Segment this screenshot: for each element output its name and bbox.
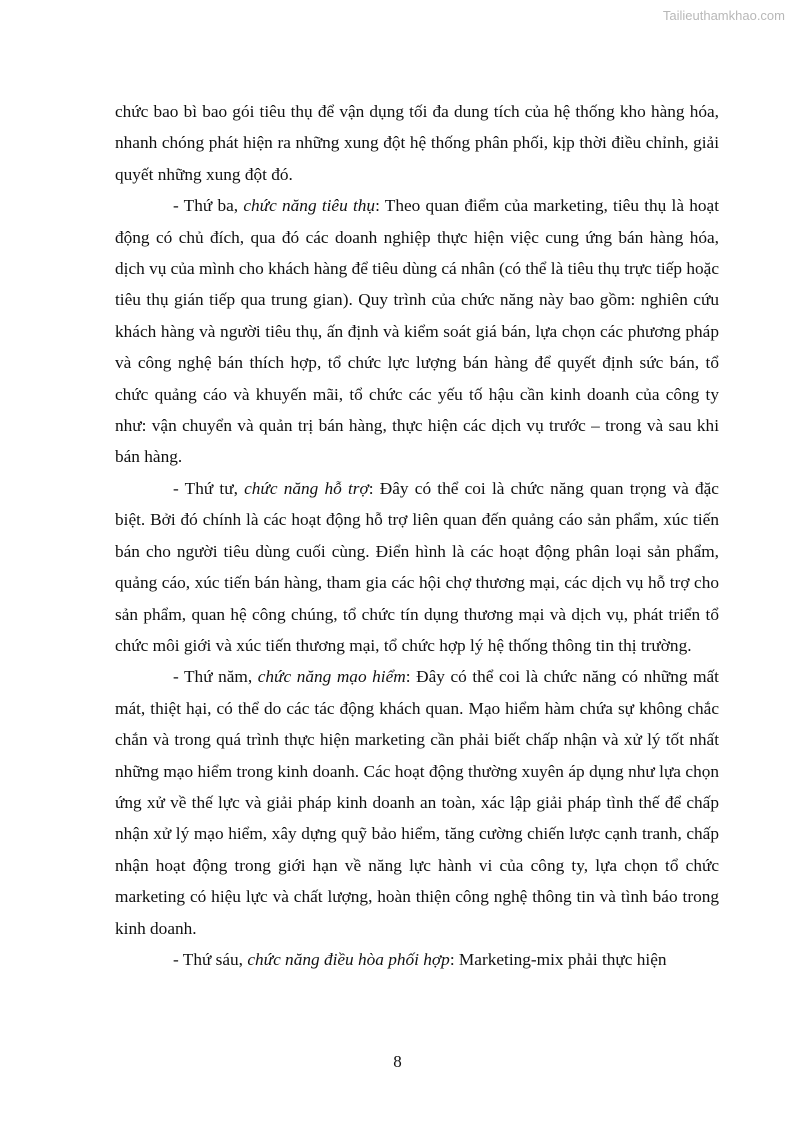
paragraph-continuation	[115, 96, 719, 190]
paragraph-sales-function	[115, 190, 719, 473]
paragraph-coordination-function	[115, 944, 719, 975]
watermark-text: Tailieuthamkhao.com	[662, 8, 785, 23]
item-lead: - Thứ năm,	[173, 667, 258, 687]
item-term: chức năng mạo hiểm	[257, 667, 406, 687]
paragraph-text: : Đây có thể coi là chức năng quan trọng và đặc biệt. Bởi đó chính là các hoạt động hỗ trợ liên quan đến quảng cáo sản phẩm, xúc tiến bán cho người tiêu dùng cuối cùng. Điển hình là các hoạt động phân loại sản phẩm, quảng cáo, xúc tiến bán hàng, tham gia các hội chợ thương mại, các dịch vụ hỗ trợ cho sản phẩm, quan hệ công chúng, tổ chức tín dụng thương mại và dịch vụ, phát triển tổ chức môi giới và xúc tiến thương mại, tổ chức hợp lý hệ thống thông tin thị trường.	[115, 478, 719, 655]
paragraph-support-function	[115, 473, 719, 661]
paragraph-risk-function	[115, 661, 719, 944]
item-lead: - Thứ ba,	[173, 196, 244, 216]
item-lead: - Thứ sáu,	[173, 949, 248, 969]
document-body	[115, 96, 719, 975]
item-lead: - Thứ tư,	[173, 478, 245, 498]
page-number: 8	[393, 1052, 402, 1071]
paragraph-text: : Đây có thể coi là chức năng có những mất mát, thiệt hại, có thể do các tác động khách quan. Mạo hiểm hàm chứa sự không chắc chắn và trong quá trình thực hiện marketing cần phải biết chấp nhận và xử lý tốt nhất những mạo hiểm trong kinh doanh. Các hoạt động thường xuyên áp dụng như lựa chọn ứng xử về thế lực và giải pháp kinh doanh an toàn, xác lập giải pháp tình thế để chấp nhận xử lý mạo hiểm, xây dựng quỹ bảo hiểm, tăng cường chiến lược cạnh tranh, chấp nhận hoạt động trong giới hạn về năng lực hành vi của công ty, lựa chọn tổ chức marketing có hiệu lực và chất lượng, hoàn thiện công nghệ thông tin và tình báo trong kinh doanh.	[115, 667, 719, 938]
item-term: chức năng điều hòa phối hợp	[247, 949, 450, 969]
paragraph-text: chức bao bì bao gói tiêu thụ để vận dụng tối đa dung tích của hệ thống kho hàng hóa, nhanh chóng phát hiện ra những xung đột hệ thống phân phối, kịp thời điều chỉnh, giải quyết những xung đột đó.	[115, 102, 719, 184]
paragraph-text: : Marketing-mix phải thực hiện	[449, 949, 667, 969]
item-term: chức năng tiêu thụ	[243, 196, 376, 216]
paragraph-text: : Theo quan điểm của marketing, tiêu thụ là hoạt động có chủ đích, qua đó các doanh nghiệp thực hiện việc cung ứng bán hàng hóa, dịch vụ của mình cho khách hàng để tiêu dùng cá nhân (có thể là tiêu thụ trực tiếp hoặc tiêu thụ gián tiếp qua trung gian). Quy trình của chức năng này bao gồm: nghiên cứu khách hàng và người tiêu thụ, ấn định và kiểm soát giá bán, lựa chọn các phương pháp và công nghệ bán thích hợp, tổ chức lực lượng bán hàng để quyết định sức bán, tổ chức quảng cáo và khuyến mãi, tổ chức các yếu tố hậu cần kinh doanh của công ty như: vận chuyển và quản trị bán hàng, thực hiện các dịch vụ trước – trong và sau khi bán hàng.	[115, 196, 719, 467]
item-term: chức năng hỗ trợ	[244, 478, 369, 498]
